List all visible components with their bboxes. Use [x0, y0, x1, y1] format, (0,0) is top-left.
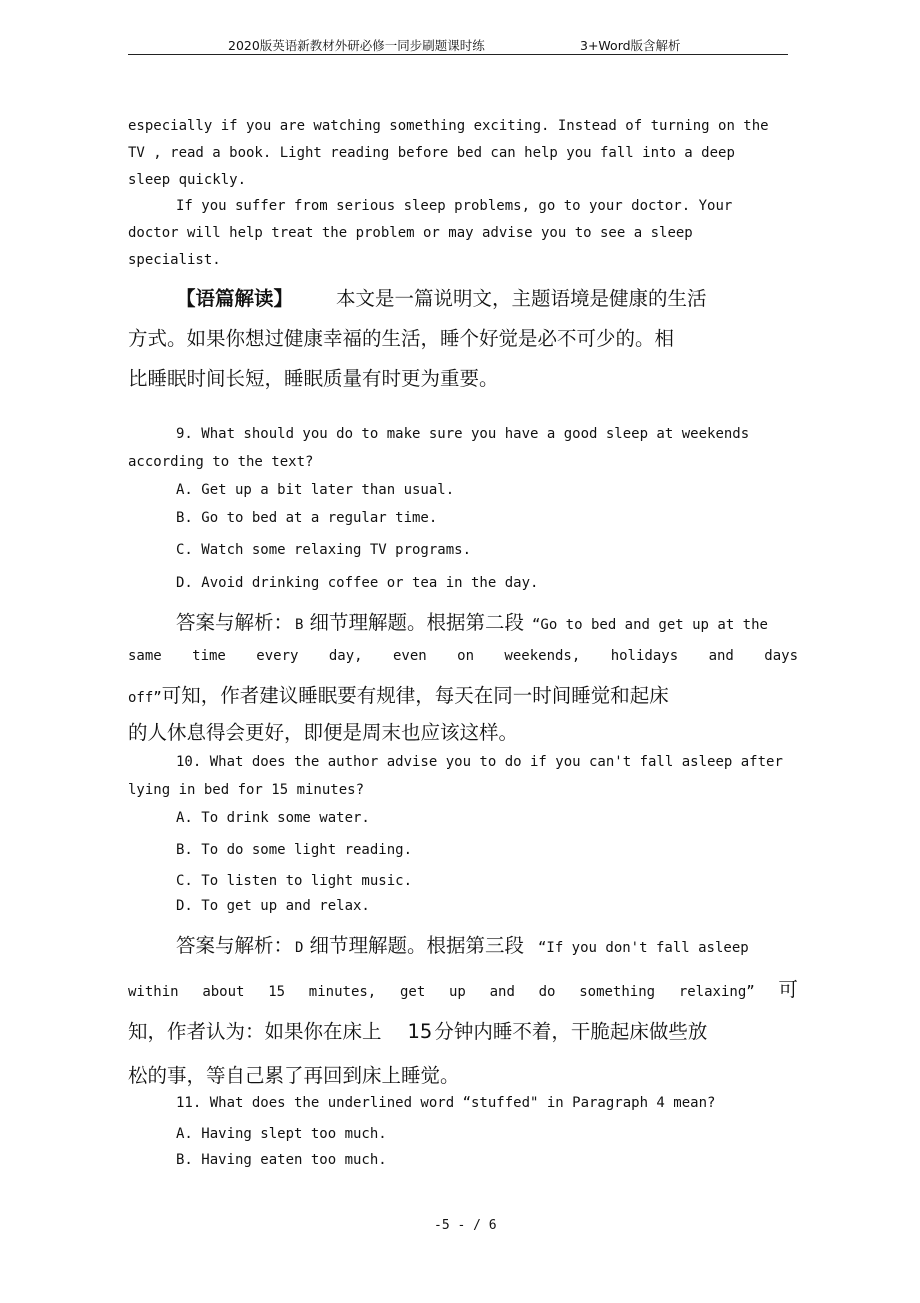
q9-word: days — [764, 648, 798, 664]
q10-option-d: D. To get up and relax. — [176, 898, 370, 914]
q10-answer-label: 答案与解析： — [176, 934, 294, 957]
q9-option-b: B. Go to bed at a regular time. — [176, 510, 438, 526]
q9-word: same — [128, 648, 162, 664]
q10-word: up — [449, 984, 466, 1000]
analysis-line-2: 方式。如果你想过健康幸福的生活，睡个好觉是必不可少的。相 — [128, 327, 675, 350]
header-tag: 3+Word版含解析 — [580, 38, 681, 53]
q9-word: weekends, — [504, 648, 581, 664]
q10-stem-line-2: lying in bed for 15 minutes? — [128, 782, 365, 798]
q9-word: on — [457, 648, 474, 664]
q9-word: day, — [328, 648, 363, 664]
q9-word: every — [256, 648, 299, 664]
q10-answer-line-3 — [128, 1016, 707, 1044]
q9-option-d: D. Avoid drinking coffee or tea in the day. — [176, 575, 539, 591]
analysis-label: 【语篇解读】 — [176, 287, 294, 310]
q9-word: and — [708, 648, 734, 664]
q10-answer-quote: “If you don't fall asleep — [537, 940, 749, 956]
q9-answer-line-3 — [128, 680, 669, 708]
analysis-line-3: 比睡眠时间长短，睡眠质量有时更为重要。 — [128, 367, 499, 390]
q10-answer-letter: D — [295, 940, 304, 956]
q10-word: and — [489, 984, 515, 1000]
q9-answer-cn-2: 可知，作者建议睡眠要有规律，每天在同一时间睡觉和起床 — [161, 684, 669, 707]
q9-option-a: A. Get up a bit later than usual. — [176, 482, 455, 498]
q9-answer-label: 答案与解析： — [176, 611, 294, 634]
passage-line-6: specialist. — [128, 252, 221, 268]
header-title: 2020版英语新教材外研必修一同步刷题课时练 — [228, 38, 485, 53]
q9-answer-line-2 — [128, 648, 798, 664]
passage-line-1: especially if you are watching something exciting. Instead of turning on the — [128, 118, 769, 134]
q10-answer-cn-b: 分钟内睡不着，干脆起床做些放 — [434, 1020, 708, 1043]
q9-stem-line-1: 9. What should you do to make sure you have a good sleep at weekends — [176, 426, 750, 442]
q11-stem: 11. What does the underlined word “stuffed" in Paragraph 4 mean? — [176, 1095, 716, 1111]
q10-stem-line-1: 10. What does the author advise you to do if you can't fall asleep after — [176, 754, 783, 770]
q10-answer-line-4: 松的事，等自己累了再回到床上睡觉。 — [128, 1064, 460, 1087]
q9-answer-letter: B — [295, 617, 304, 633]
q10-option-c: C. To listen to light music. — [176, 873, 413, 889]
q10-answer-cn: 细节理解题。根据第三段 — [309, 934, 524, 957]
q10-word: get — [399, 984, 426, 1000]
q11-option-b: B. Having eaten too much. — [176, 1152, 387, 1168]
q10-word: minutes, — [308, 984, 377, 1000]
q10-answer-cn-a: 知，作者认为：如果你在床上 — [128, 1020, 382, 1043]
q11-option-a: A. Having slept too much. — [176, 1126, 387, 1142]
q9-word: even — [393, 648, 427, 664]
passage-line-2: TV , read a book. Light reading before bed can help you fall into a deep — [128, 145, 735, 161]
q10-word: 15 — [268, 984, 286, 1000]
passage-line-3: sleep quickly. — [128, 172, 247, 188]
q9-answer-line-4: 的人休息得会更好，即便是周末也应该这样。 — [128, 721, 519, 744]
q9-word: time — [192, 648, 226, 664]
q9-answer-cn: 细节理解题。根据第二段 — [309, 611, 524, 634]
q10-option-b: B. To do some light reading. — [176, 842, 413, 858]
q10-word: do — [538, 984, 556, 1000]
q10-word-cn: 可 — [778, 978, 798, 1001]
analysis-line-1: 本文是一篇说明文，主题语境是健康的生活 — [336, 287, 707, 310]
q10-answer-num: 15 — [407, 1020, 433, 1043]
passage-line-4: If you suffer from serious sleep problems, go to your doctor. Your — [176, 198, 733, 214]
q9-answer-quote: “Go to bed and get up at the — [531, 617, 768, 633]
q10-option-a: A. To drink some water. — [176, 810, 370, 826]
q10-word: within — [128, 984, 179, 1000]
q10-word: relaxing” — [678, 984, 755, 1000]
q9-option-c: C. Watch some relaxing TV programs. — [176, 542, 472, 558]
q9-answer-off: off” — [128, 690, 162, 706]
page-number: -5 - / 6 — [434, 1218, 497, 1233]
q10-answer-line-1 — [176, 930, 749, 958]
q9-stem-line-2: according to the text? — [128, 454, 314, 470]
q10-word: about — [202, 984, 245, 1000]
q9-answer-line-1 — [176, 607, 768, 635]
passage-line-5: doctor will help treat the problem or may advise you to see a sleep — [128, 225, 693, 241]
header-rule — [128, 54, 788, 55]
q10-word: something — [579, 984, 656, 1000]
q9-word: holidays — [610, 648, 679, 664]
q10-answer-line-2 — [128, 974, 798, 1002]
